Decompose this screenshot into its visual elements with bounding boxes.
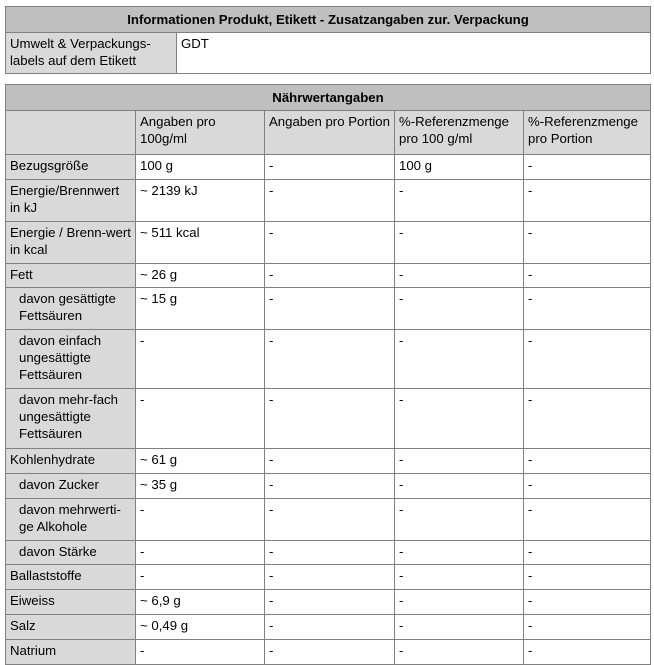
table-row (6, 640, 651, 665)
column-header: %-Referenzmenge pro Portion (524, 111, 651, 155)
row-value: - (395, 180, 524, 222)
row-value: - (524, 640, 651, 665)
product-info-title: Informationen Produkt, Etikett - Zusatzangaben zur. Verpackung (6, 7, 651, 33)
row-value: - (265, 222, 395, 264)
row-value: - (524, 615, 651, 640)
row-value: ~ 15 g (136, 288, 265, 330)
row-value: - (524, 180, 651, 222)
row-label: Bezugsgröße (6, 155, 136, 180)
table-row (6, 222, 651, 264)
row-label: Ballaststoffe (6, 565, 136, 590)
table-row (6, 590, 651, 615)
row-value: - (395, 474, 524, 499)
row-label: Salz (6, 615, 136, 640)
row-value: - (395, 590, 524, 615)
row-label: Natrium (6, 640, 136, 665)
column-header: Angaben pro Portion (265, 111, 395, 155)
table-row (6, 449, 651, 474)
row-value: - (265, 449, 395, 474)
row-value: - (395, 222, 524, 264)
row-value: - (136, 541, 265, 565)
row-value: - (265, 590, 395, 615)
column-header: Angaben pro 100g/ml (136, 111, 265, 155)
row-value: - (265, 640, 395, 665)
row-value: - (524, 565, 651, 590)
row-label: davon mehrwerti-ge Alkohole (6, 499, 136, 541)
row-value: - (265, 565, 395, 590)
row-value: - (395, 541, 524, 565)
row-label: Eiweiss (6, 590, 136, 615)
row-value: - (265, 499, 395, 541)
nutrition-table (5, 84, 651, 665)
row-value: - (265, 264, 395, 288)
row-value: ~ 511 kcal (136, 222, 265, 264)
row-label: Energie/Brennwert in kJ (6, 180, 136, 222)
row-value: - (524, 264, 651, 288)
row-value: - (395, 330, 524, 389)
row-value: - (265, 474, 395, 499)
row-value: - (395, 565, 524, 590)
row-value: ~ 2139 kJ (136, 180, 265, 222)
packaging-labels-value: GDT (177, 33, 651, 74)
product-info-table (5, 6, 651, 74)
row-value: - (395, 288, 524, 330)
row-value: - (136, 330, 265, 389)
table-row (6, 474, 651, 499)
row-value: - (265, 155, 395, 180)
row-label: Kohlenhydrate (6, 449, 136, 474)
row-label: davon mehr-fach ungesättigte Fettsäuren (6, 389, 136, 449)
table-row (6, 499, 651, 541)
row-value: - (395, 615, 524, 640)
row-label: davon Zucker (6, 474, 136, 499)
table-row (6, 615, 651, 640)
row-value: - (136, 640, 265, 665)
row-value: - (395, 389, 524, 449)
row-value: - (524, 541, 651, 565)
row-value: - (265, 389, 395, 449)
table-row (6, 565, 651, 590)
row-value: - (265, 541, 395, 565)
table-row (6, 288, 651, 330)
row-value: - (524, 288, 651, 330)
row-label: davon gesättigte Fettsäuren (6, 288, 136, 330)
row-value: - (136, 389, 265, 449)
row-value: - (265, 615, 395, 640)
row-value: - (265, 180, 395, 222)
row-value: - (395, 449, 524, 474)
row-label: davon Stärke (6, 541, 136, 565)
row-value: 100 g (136, 155, 265, 180)
row-value: ~ 26 g (136, 264, 265, 288)
table-row (6, 330, 651, 389)
row-value: - (265, 330, 395, 389)
row-value: - (265, 288, 395, 330)
row-value: - (524, 590, 651, 615)
row-value: ~ 35 g (136, 474, 265, 499)
row-value: - (524, 155, 651, 180)
header-corner (6, 111, 136, 155)
row-value: - (395, 640, 524, 665)
table-row (6, 389, 651, 449)
row-value: - (395, 264, 524, 288)
row-value: ~ 6,9 g (136, 590, 265, 615)
row-label: Energie / Brenn-wert in kcal (6, 222, 136, 264)
row-value: - (524, 474, 651, 499)
row-value: - (136, 499, 265, 541)
row-value: - (136, 565, 265, 590)
row-label: Fett (6, 264, 136, 288)
row-value: - (524, 330, 651, 389)
row-value: - (524, 389, 651, 449)
row-value: - (524, 499, 651, 541)
packaging-labels-label: Umwelt & Verpackungs-labels auf dem Etikett (6, 33, 177, 74)
table-row (6, 541, 651, 565)
nutrition-title: Nährwertangaben (6, 85, 651, 111)
row-value: - (524, 449, 651, 474)
table-row (6, 264, 651, 288)
row-value: ~ 61 g (136, 449, 265, 474)
column-header: %-Referenzmenge pro 100 g/ml (395, 111, 524, 155)
row-value: ~ 0,49 g (136, 615, 265, 640)
row-value: - (524, 222, 651, 264)
table-row (6, 180, 651, 222)
table-row (6, 155, 651, 180)
row-label: davon einfach ungesättigte Fettsäuren (6, 330, 136, 389)
row-value: - (395, 499, 524, 541)
row-value: 100 g (395, 155, 524, 180)
